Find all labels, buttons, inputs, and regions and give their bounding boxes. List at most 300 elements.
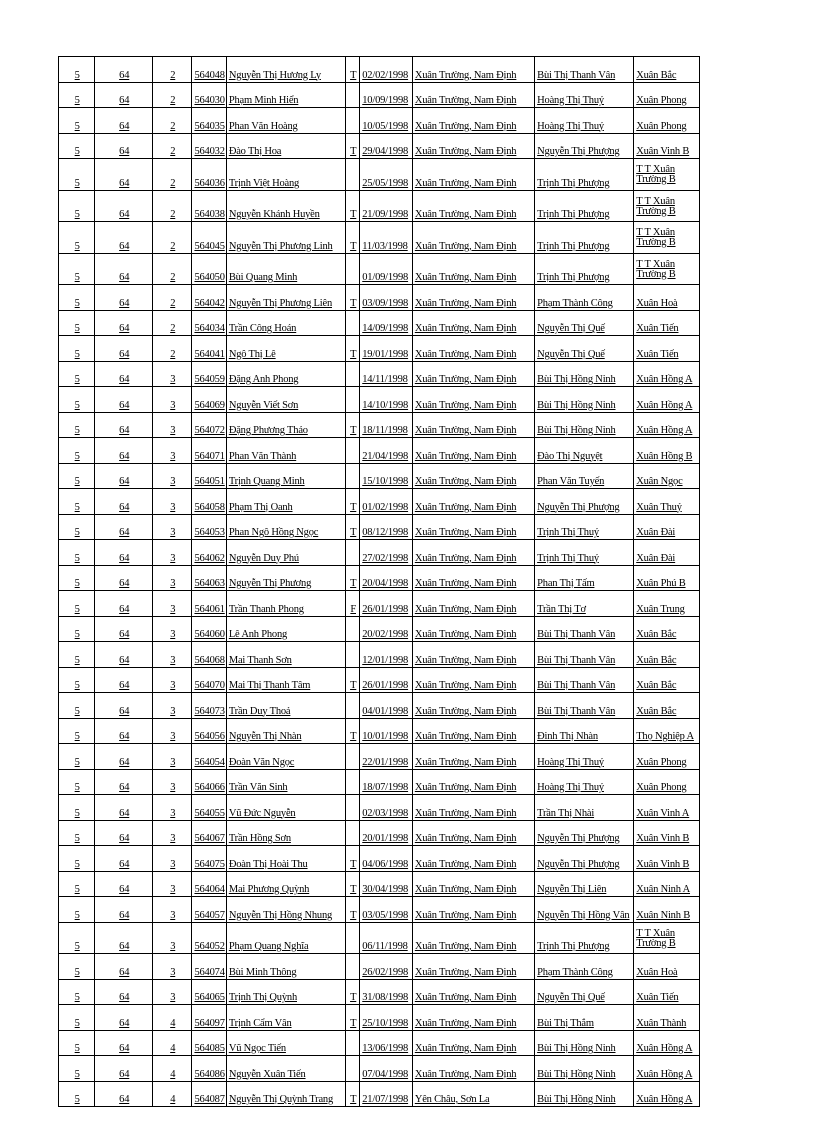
gender-cell: T — [346, 133, 360, 159]
grade-cell: 5 — [59, 438, 95, 464]
student-id-cell: 564050 — [192, 253, 226, 285]
birth-date-cell: 25/05/1998 — [360, 159, 413, 191]
birth-date-cell: 02/03/1998 — [360, 795, 413, 821]
student-id-cell: 564066 — [192, 769, 226, 795]
school-code-cell: 64 — [95, 253, 153, 285]
school-cell: Xuân Hồng A — [634, 1030, 700, 1056]
birthplace-cell: Xuân Trường, Nam Định — [412, 285, 534, 311]
gender-cell — [346, 642, 360, 668]
class-cell: 3 — [153, 871, 192, 897]
class-cell: 3 — [153, 591, 192, 617]
grade-cell: 5 — [59, 769, 95, 795]
birthplace-cell: Xuân Trường, Nam Định — [412, 57, 534, 83]
birthplace-cell: Xuân Trường, Nam Định — [412, 693, 534, 719]
school-cell: T T Xuân Trường B — [634, 190, 700, 222]
table-row — [59, 795, 700, 821]
birthplace-cell: Xuân Trường, Nam Định — [412, 718, 534, 744]
school-cell: Xuân Bắc — [634, 57, 700, 83]
teacher-cell: Hoàng Thị Thuý — [535, 108, 634, 134]
teacher-cell: Bùi Thị Hồng Ninh — [535, 387, 634, 413]
teacher-cell: Đinh Thị Nhàn — [535, 718, 634, 744]
table-row — [59, 336, 700, 362]
grade-cell: 5 — [59, 1056, 95, 1082]
school-cell: Xuân Tiến — [634, 336, 700, 362]
table-row — [59, 57, 700, 83]
school-code-cell: 64 — [95, 514, 153, 540]
birthplace-cell: Xuân Trường, Nam Định — [412, 871, 534, 897]
student-id-cell: 564073 — [192, 693, 226, 719]
student-id-cell: 564060 — [192, 616, 226, 642]
birth-date-cell: 01/09/1998 — [360, 253, 413, 285]
class-cell: 3 — [153, 438, 192, 464]
table-row — [59, 514, 700, 540]
birth-date-cell: 19/01/1998 — [360, 336, 413, 362]
school-cell: Xuân Vinh A — [634, 795, 700, 821]
student-id-cell: 564059 — [192, 361, 226, 387]
grade-cell: 5 — [59, 897, 95, 923]
birthplace-cell: Xuân Trường, Nam Định — [412, 222, 534, 254]
table-row — [59, 1005, 700, 1031]
student-name-cell: Phan Ngô Hồng Ngọc — [226, 514, 345, 540]
table-row — [59, 1081, 700, 1107]
gender-cell: F — [346, 591, 360, 617]
class-cell: 3 — [153, 846, 192, 872]
student-id-cell: 564051 — [192, 463, 226, 489]
school-cell: Xuân Vinh B — [634, 133, 700, 159]
student-id-cell: 564071 — [192, 438, 226, 464]
table-row — [59, 361, 700, 387]
gender-cell — [346, 438, 360, 464]
grade-cell: 5 — [59, 871, 95, 897]
table-row — [59, 1056, 700, 1082]
teacher-cell: Trịnh Thị Thuý — [535, 540, 634, 566]
student-name-cell: Nguyễn Thị Quỳnh Trang — [226, 1081, 345, 1107]
teacher-cell: Bùi Thị Thanh Vân — [535, 667, 634, 693]
class-cell: 3 — [153, 769, 192, 795]
school-code-cell: 64 — [95, 591, 153, 617]
student-name-cell: Đặng Phương Thảo — [226, 412, 345, 438]
teacher-cell: Trịnh Thị Phượng — [535, 159, 634, 191]
birthplace-cell: Xuân Trường, Nam Định — [412, 133, 534, 159]
table-row — [59, 133, 700, 159]
table-row — [59, 285, 700, 311]
grade-cell: 5 — [59, 253, 95, 285]
student-id-cell: 564052 — [192, 922, 226, 954]
school-cell: Xuân Bắc — [634, 616, 700, 642]
birthplace-cell: Xuân Trường, Nam Định — [412, 820, 534, 846]
table-row — [59, 642, 700, 668]
table-row — [59, 846, 700, 872]
school-cell: Xuân Bắc — [634, 642, 700, 668]
student-name-cell: Đặng Anh Phong — [226, 361, 345, 387]
school-code-cell: 64 — [95, 133, 153, 159]
birth-date-cell: 25/10/1998 — [360, 1005, 413, 1031]
student-id-cell: 564072 — [192, 412, 226, 438]
grade-cell: 5 — [59, 1081, 95, 1107]
birth-date-cell: 02/02/1998 — [360, 57, 413, 83]
class-cell: 2 — [153, 82, 192, 108]
student-id-cell: 564097 — [192, 1005, 226, 1031]
teacher-cell: Hoàng Thị Thuý — [535, 744, 634, 770]
grade-cell: 5 — [59, 387, 95, 413]
student-id-cell: 564062 — [192, 540, 226, 566]
teacher-cell: Phan Thị Tấm — [535, 565, 634, 591]
student-name-cell: Nguyễn Thị Phương Liên — [226, 285, 345, 311]
birth-date-cell: 30/04/1998 — [360, 871, 413, 897]
school-cell: Xuân Vinh B — [634, 846, 700, 872]
student-id-cell: 564064 — [192, 871, 226, 897]
student-id-cell: 564075 — [192, 846, 226, 872]
student-name-cell: Phạm Thị Oanh — [226, 489, 345, 515]
student-id-cell: 564053 — [192, 514, 226, 540]
school-cell: Xuân Hồng A — [634, 387, 700, 413]
school-cell: Xuân Hồng A — [634, 1056, 700, 1082]
student-id-cell: 564058 — [192, 489, 226, 515]
student-id-cell: 564057 — [192, 897, 226, 923]
birth-date-cell: 26/01/1998 — [360, 667, 413, 693]
birthplace-cell: Xuân Trường, Nam Định — [412, 514, 534, 540]
class-cell: 2 — [153, 159, 192, 191]
class-cell: 4 — [153, 1030, 192, 1056]
gender-cell — [346, 310, 360, 336]
student-id-cell: 564065 — [192, 979, 226, 1005]
gender-cell — [346, 616, 360, 642]
birth-date-cell: 20/02/1998 — [360, 616, 413, 642]
student-id-cell: 564035 — [192, 108, 226, 134]
gender-cell — [346, 954, 360, 980]
student-name-cell: Nguyễn Thị Nhàn — [226, 718, 345, 744]
birth-date-cell: 03/05/1998 — [360, 897, 413, 923]
school-cell: Xuân Phú B — [634, 565, 700, 591]
teacher-cell: Bùi Thị Thanh Vân — [535, 642, 634, 668]
school-cell: Xuân Ngọc — [634, 463, 700, 489]
class-cell: 2 — [153, 108, 192, 134]
gender-cell: T — [346, 514, 360, 540]
class-cell: 3 — [153, 514, 192, 540]
teacher-cell: Phạm Thành Công — [535, 285, 634, 311]
grade-cell: 5 — [59, 718, 95, 744]
table-row — [59, 769, 700, 795]
class-cell: 2 — [153, 222, 192, 254]
student-id-cell: 564054 — [192, 744, 226, 770]
table-row — [59, 744, 700, 770]
grade-cell: 5 — [59, 336, 95, 362]
class-cell: 3 — [153, 820, 192, 846]
teacher-cell: Nguyễn Thị Quế — [535, 336, 634, 362]
birthplace-cell: Xuân Trường, Nam Định — [412, 310, 534, 336]
grade-cell: 5 — [59, 616, 95, 642]
birthplace-cell: Xuân Trường, Nam Định — [412, 540, 534, 566]
class-cell: 4 — [153, 1005, 192, 1031]
class-cell: 3 — [153, 744, 192, 770]
grade-cell: 5 — [59, 693, 95, 719]
student-name-cell: Trần Duy Thoả — [226, 693, 345, 719]
school-code-cell: 64 — [95, 744, 153, 770]
teacher-cell: Nguyễn Thị Phượng — [535, 846, 634, 872]
student-name-cell: Phan Văn Hoàng — [226, 108, 345, 134]
class-cell: 3 — [153, 489, 192, 515]
school-code-cell: 64 — [95, 846, 153, 872]
class-cell: 2 — [153, 190, 192, 222]
gender-cell — [346, 463, 360, 489]
school-cell: Xuân Phong — [634, 108, 700, 134]
gender-cell: T — [346, 846, 360, 872]
class-cell: 3 — [153, 412, 192, 438]
student-id-cell: 564032 — [192, 133, 226, 159]
student-name-cell: Phạm Minh Hiển — [226, 82, 345, 108]
class-cell: 3 — [153, 693, 192, 719]
birth-date-cell: 13/06/1998 — [360, 1030, 413, 1056]
birth-date-cell: 14/09/1998 — [360, 310, 413, 336]
birth-date-cell: 20/04/1998 — [360, 565, 413, 591]
class-cell: 3 — [153, 795, 192, 821]
student-name-cell: Lê Anh Phong — [226, 616, 345, 642]
birth-date-cell: 08/12/1998 — [360, 514, 413, 540]
class-cell: 2 — [153, 57, 192, 83]
teacher-cell: Bùi Thị Thanh Vân — [535, 616, 634, 642]
grade-cell: 5 — [59, 82, 95, 108]
birthplace-cell: Xuân Trường, Nam Định — [412, 744, 534, 770]
gender-cell — [346, 693, 360, 719]
birthplace-cell: Xuân Trường, Nam Định — [412, 642, 534, 668]
gender-cell — [346, 387, 360, 413]
birthplace-cell: Xuân Trường, Nam Định — [412, 1056, 534, 1082]
student-roster-table — [58, 56, 700, 1107]
table-row — [59, 1030, 700, 1056]
teacher-cell: Bùi Thị Hồng Ninh — [535, 361, 634, 387]
birth-date-cell: 11/03/1998 — [360, 222, 413, 254]
grade-cell: 5 — [59, 222, 95, 254]
school-code-cell: 64 — [95, 820, 153, 846]
school-code-cell: 64 — [95, 222, 153, 254]
birth-date-cell: 10/01/1998 — [360, 718, 413, 744]
gender-cell: T — [346, 871, 360, 897]
school-code-cell: 64 — [95, 438, 153, 464]
grade-cell: 5 — [59, 489, 95, 515]
table-row — [59, 820, 700, 846]
school-code-cell: 64 — [95, 310, 153, 336]
gender-cell: T — [346, 285, 360, 311]
birth-date-cell: 21/04/1998 — [360, 438, 413, 464]
school-code-cell: 64 — [95, 82, 153, 108]
birthplace-cell: Xuân Trường, Nam Định — [412, 616, 534, 642]
teacher-cell: Đào Thị Nguyệt — [535, 438, 634, 464]
birthplace-cell: Xuân Trường, Nam Định — [412, 463, 534, 489]
table-row — [59, 979, 700, 1005]
student-name-cell: Trịnh Việt Hoàng — [226, 159, 345, 191]
student-id-cell: 564056 — [192, 718, 226, 744]
birthplace-cell: Xuân Trường, Nam Định — [412, 846, 534, 872]
teacher-cell: Bùi Thị Thắm — [535, 1005, 634, 1031]
grade-cell: 5 — [59, 846, 95, 872]
grade-cell: 5 — [59, 820, 95, 846]
school-code-cell: 64 — [95, 463, 153, 489]
gender-cell: T — [346, 489, 360, 515]
class-cell: 3 — [153, 387, 192, 413]
student-id-cell: 564041 — [192, 336, 226, 362]
table-row — [59, 954, 700, 980]
birth-date-cell: 12/01/1998 — [360, 642, 413, 668]
school-cell: Xuân Trung — [634, 591, 700, 617]
student-name-cell: Phan Văn Thành — [226, 438, 345, 464]
gender-cell — [346, 922, 360, 954]
student-name-cell: Đào Thị Hoa — [226, 133, 345, 159]
birth-date-cell: 01/02/1998 — [360, 489, 413, 515]
birthplace-cell: Xuân Trường, Nam Định — [412, 82, 534, 108]
gender-cell — [346, 253, 360, 285]
school-cell: Xuân Tiến — [634, 979, 700, 1005]
table-row — [59, 82, 700, 108]
grade-cell: 5 — [59, 514, 95, 540]
teacher-cell: Bùi Thị Hồng Ninh — [535, 1056, 634, 1082]
teacher-cell: Nguyễn Thị Quế — [535, 979, 634, 1005]
student-id-cell: 564086 — [192, 1056, 226, 1082]
birthplace-cell: Xuân Trường, Nam Định — [412, 979, 534, 1005]
grade-cell: 5 — [59, 159, 95, 191]
teacher-cell: Bùi Thị Hồng Ninh — [535, 1030, 634, 1056]
table-row — [59, 591, 700, 617]
teacher-cell: Hoàng Thị Thuý — [535, 82, 634, 108]
class-cell: 2 — [153, 253, 192, 285]
grade-cell: 5 — [59, 108, 95, 134]
school-code-cell: 64 — [95, 1056, 153, 1082]
school-code-cell: 64 — [95, 871, 153, 897]
birthplace-cell: Xuân Trường, Nam Định — [412, 108, 534, 134]
school-cell: T T Xuân Trường B — [634, 222, 700, 254]
table-row — [59, 897, 700, 923]
table-row — [59, 922, 700, 954]
gender-cell — [346, 540, 360, 566]
grade-cell: 5 — [59, 540, 95, 566]
birth-date-cell: 29/04/1998 — [360, 133, 413, 159]
birthplace-cell: Xuân Trường, Nam Định — [412, 1030, 534, 1056]
class-cell: 3 — [153, 954, 192, 980]
class-cell: 2 — [153, 133, 192, 159]
student-name-cell: Trịnh Cẩm Vân — [226, 1005, 345, 1031]
birth-date-cell: 21/09/1998 — [360, 190, 413, 222]
class-cell: 3 — [153, 616, 192, 642]
birth-date-cell: 22/01/1998 — [360, 744, 413, 770]
grade-cell: 5 — [59, 667, 95, 693]
school-cell: Xuân Thuỷ — [634, 489, 700, 515]
gender-cell: T — [346, 718, 360, 744]
gender-cell — [346, 820, 360, 846]
birth-date-cell: 27/02/1998 — [360, 540, 413, 566]
student-name-cell: Trần Thanh Phong — [226, 591, 345, 617]
school-code-cell: 64 — [95, 108, 153, 134]
class-cell: 3 — [153, 718, 192, 744]
teacher-cell: Trần Thị Tơ — [535, 591, 634, 617]
student-name-cell: Nguyễn Thị Phương Linh — [226, 222, 345, 254]
birthplace-cell: Xuân Trường, Nam Định — [412, 769, 534, 795]
birth-date-cell: 31/08/1998 — [360, 979, 413, 1005]
school-cell: Xuân Đài — [634, 514, 700, 540]
table-row — [59, 540, 700, 566]
birthplace-cell: Yên Châu, Sơn La — [412, 1081, 534, 1107]
class-cell: 2 — [153, 285, 192, 311]
gender-cell — [346, 82, 360, 108]
grade-cell: 5 — [59, 565, 95, 591]
table-row — [59, 693, 700, 719]
birthplace-cell: Xuân Trường, Nam Định — [412, 954, 534, 980]
gender-cell: T — [346, 565, 360, 591]
gender-cell: T — [346, 1081, 360, 1107]
class-cell: 4 — [153, 1081, 192, 1107]
school-code-cell: 64 — [95, 769, 153, 795]
grade-cell: 5 — [59, 133, 95, 159]
birthplace-cell: Xuân Trường, Nam Định — [412, 387, 534, 413]
birth-date-cell: 15/10/1998 — [360, 463, 413, 489]
birth-date-cell: 10/05/1998 — [360, 108, 413, 134]
birth-date-cell: 07/04/1998 — [360, 1056, 413, 1082]
teacher-cell: Trần Thị Nhài — [535, 795, 634, 821]
class-cell: 3 — [153, 565, 192, 591]
school-code-cell: 64 — [95, 540, 153, 566]
student-name-cell: Nguyễn Viết Sơn — [226, 387, 345, 413]
birth-date-cell: 04/01/1998 — [360, 693, 413, 719]
student-name-cell: Vũ Đức Nguyễn — [226, 795, 345, 821]
grade-cell: 5 — [59, 361, 95, 387]
birthplace-cell: Xuân Trường, Nam Định — [412, 438, 534, 464]
gender-cell: T — [346, 667, 360, 693]
teacher-cell: Phan Văn Tuyến — [535, 463, 634, 489]
school-cell: Xuân Ninh A — [634, 871, 700, 897]
student-id-cell: 564070 — [192, 667, 226, 693]
school-cell: Xuân Hồng A — [634, 412, 700, 438]
student-id-cell: 564048 — [192, 57, 226, 83]
school-cell: Xuân Hoà — [634, 285, 700, 311]
class-cell: 2 — [153, 310, 192, 336]
school-code-cell: 64 — [95, 285, 153, 311]
student-name-cell: Mai Thanh Sơn — [226, 642, 345, 668]
birthplace-cell: Xuân Trường, Nam Định — [412, 922, 534, 954]
grade-cell: 5 — [59, 57, 95, 83]
gender-cell — [346, 769, 360, 795]
birthplace-cell: Xuân Trường, Nam Định — [412, 489, 534, 515]
student-name-cell: Đoàn Thị Hoài Thu — [226, 846, 345, 872]
student-id-cell: 564067 — [192, 820, 226, 846]
birth-date-cell: 14/11/1998 — [360, 361, 413, 387]
school-code-cell: 64 — [95, 57, 153, 83]
gender-cell: T — [346, 1005, 360, 1031]
student-id-cell: 564038 — [192, 190, 226, 222]
table-row — [59, 871, 700, 897]
class-cell: 3 — [153, 922, 192, 954]
student-id-cell: 564085 — [192, 1030, 226, 1056]
teacher-cell: Nguyễn Thị Phượng — [535, 489, 634, 515]
school-cell: Xuân Phong — [634, 744, 700, 770]
class-cell: 2 — [153, 336, 192, 362]
school-cell: Xuân Phong — [634, 82, 700, 108]
table-row — [59, 253, 700, 285]
class-cell: 3 — [153, 540, 192, 566]
teacher-cell: Trịnh Thị Phượng — [535, 190, 634, 222]
school-cell: Xuân Hoà — [634, 954, 700, 980]
grade-cell: 5 — [59, 190, 95, 222]
school-cell: Xuân Ninh B — [634, 897, 700, 923]
student-id-cell: 564030 — [192, 82, 226, 108]
table-row — [59, 159, 700, 191]
school-code-cell: 64 — [95, 387, 153, 413]
school-cell: Xuân Phong — [634, 769, 700, 795]
student-name-cell: Trần Công Hoán — [226, 310, 345, 336]
school-code-cell: 64 — [95, 336, 153, 362]
birthplace-cell: Xuân Trường, Nam Định — [412, 591, 534, 617]
gender-cell — [346, 1030, 360, 1056]
birth-date-cell: 10/09/1998 — [360, 82, 413, 108]
student-name-cell: Bùi Quang Minh — [226, 253, 345, 285]
birthplace-cell: Xuân Trường, Nam Định — [412, 412, 534, 438]
